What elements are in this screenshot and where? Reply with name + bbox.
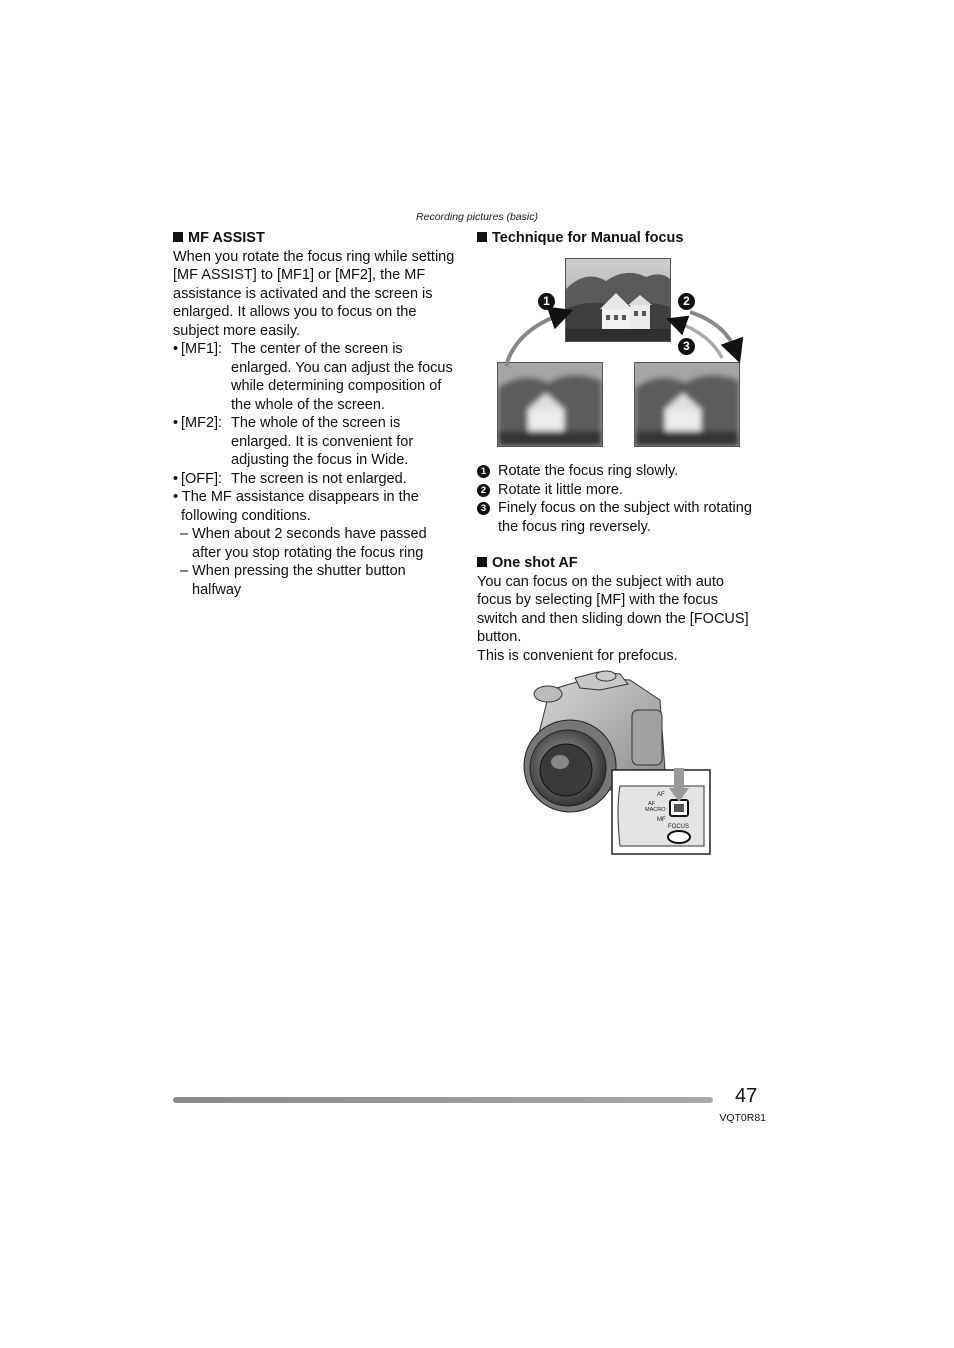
step-item — [477, 499, 762, 536]
camera-illustration — [520, 670, 715, 860]
technique-title: Technique for Manual focus — [492, 230, 684, 246]
switch-label-mf: MF — [657, 817, 666, 823]
page-number: 47 — [735, 1085, 758, 1107]
option-label: [MF1]: — [181, 341, 223, 357]
step-item — [477, 481, 762, 500]
mf-assist-intro: When you rotate the focus ring while setting [MF ASSIST] to [MF1] or [MF2], the MF assistance is activated and the screen is enlarged. It allows you to focus on the subject more easily. — [173, 248, 455, 339]
technique-heading — [477, 229, 762, 248]
option-label: [OFF]: — [181, 470, 223, 487]
running-header: Recording pictures (basic) — [416, 211, 538, 223]
badge-1: 1 — [538, 293, 555, 310]
square-bullet-icon — [477, 232, 487, 242]
step-number: 1 — [477, 465, 490, 478]
switch-label-focus: FOCUS — [668, 824, 689, 830]
option-text: The screen is not enlarged. — [231, 470, 407, 487]
switch-label-af-macro-2: MACRO — [645, 807, 666, 813]
condition-item: – When pressing the shutter button halfway — [180, 563, 406, 598]
option-mf2: • [MF2]: The whole of the screen is enlarged. It is convenient for adjusting the focus in Wide. — [173, 414, 458, 470]
badge-3: 3 — [678, 338, 695, 355]
option-text: The center of the screen is enlarged. You can adjust the focus while determining composition of the whole of the screen. — [231, 341, 453, 413]
technique-section — [477, 229, 762, 248]
arrow-1 — [506, 314, 562, 366]
switch-label-af-macro-1: AF — [648, 801, 656, 807]
mf-assist-section — [173, 229, 458, 599]
option-off: • [OFF]: The screen is not enlarged. — [173, 470, 458, 489]
step-number: 3 — [477, 502, 490, 515]
square-bullet-icon — [173, 232, 183, 242]
steps-list — [477, 462, 762, 665]
step-number: 2 — [477, 484, 490, 497]
focus-arrows-diagram — [490, 300, 750, 380]
step-text: Finely focus on the subject with rotating the focus ring reversely. — [498, 500, 752, 535]
option-text: The whole of the screen is enlarged. It is convenient for adjusting the focus in Wide. — [231, 415, 414, 468]
model-code: VQT0R81 — [719, 1112, 766, 1124]
step-item — [477, 462, 762, 481]
option-mf1: • [MF1]: The center of the screen is enlarged. You can adjust the focus while determining composition of the whole of the screen. — [173, 340, 458, 414]
switch-label-af: AF — [657, 792, 665, 798]
option-label: [MF2]: — [181, 415, 223, 431]
mf-assist-title: MF ASSIST — [188, 230, 265, 246]
square-bullet-icon — [477, 557, 487, 567]
condition-item: – When about 2 seconds have passed after you stop rotating the focus ring — [180, 526, 427, 561]
badge-2: 2 — [678, 293, 695, 310]
mf-assist-note: • The MF assistance disappears in the following conditions. — [173, 489, 419, 524]
mf-assist-heading — [173, 229, 458, 248]
one-shot-text-2: This is convenient for prefocus. — [477, 647, 678, 664]
one-shot-title: One shot AF — [492, 555, 578, 571]
step-text: Rotate the focus ring slowly. — [498, 463, 679, 479]
one-shot-text: You can focus on the subject with auto focus by selecting [MF] with the focus switch and then sliding down the [FOCUS] button. — [477, 573, 749, 645]
one-shot-heading — [477, 554, 762, 573]
footer-bar — [173, 1097, 713, 1103]
step-text: Rotate it little more. — [498, 481, 623, 498]
